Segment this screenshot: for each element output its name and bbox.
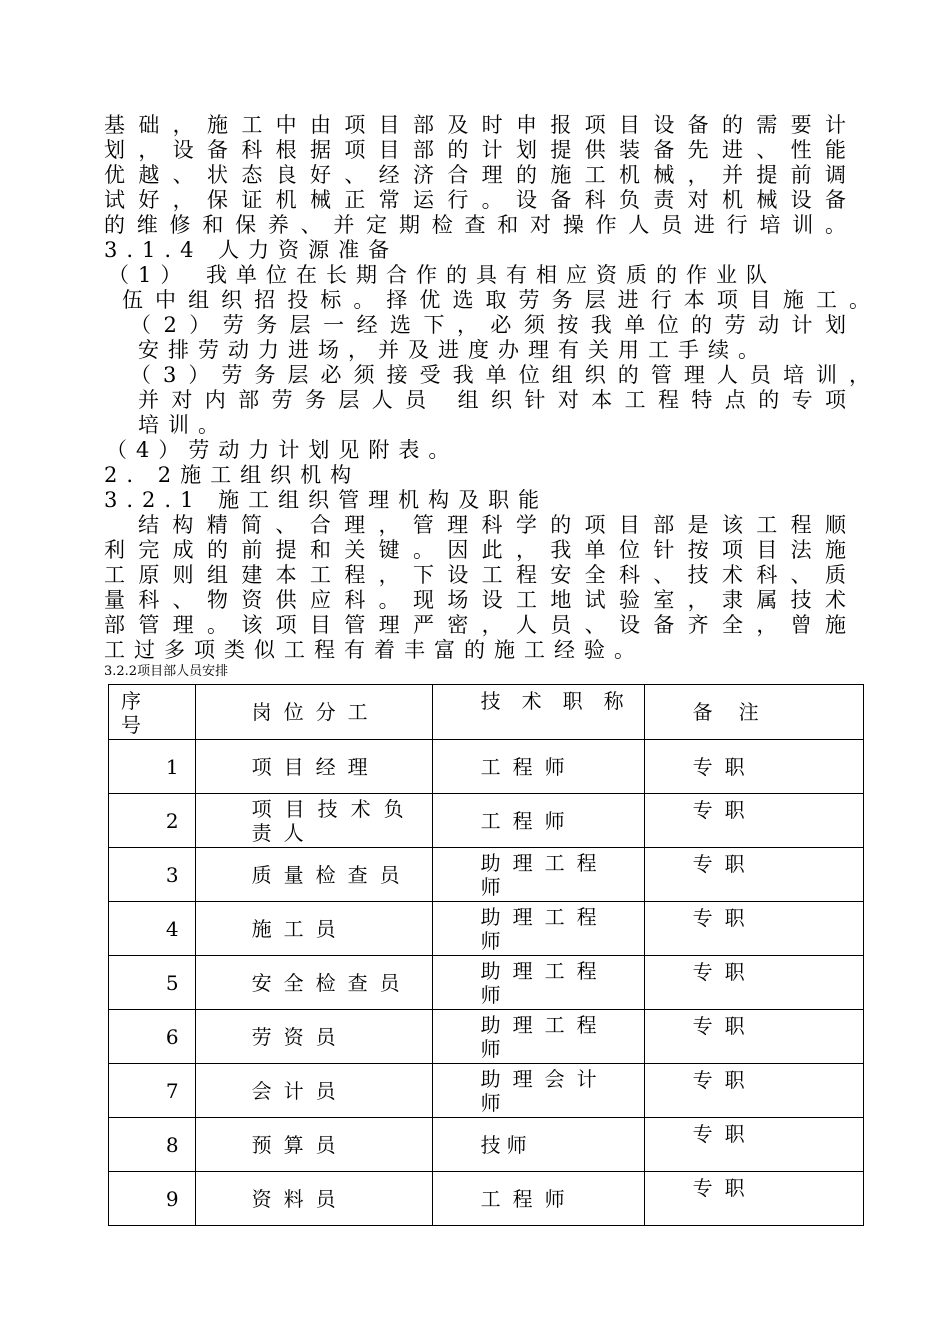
cell-post: 安全检查员 (195, 956, 432, 1010)
cell-note: 专职 (644, 1118, 863, 1172)
section-heading-2-2: 2. 2施工组织机构 (104, 463, 361, 487)
table-row (109, 1118, 864, 1172)
cell-title: 助理会计师 (432, 1064, 644, 1118)
text-line: 划，设备科根据项目部的计划提供装备先进、性能 (104, 138, 846, 162)
text-line: 工原则组建本工程，下设工程安全科、技术科、质 (104, 563, 846, 587)
list-item-2-line1: （2）劳务层一经选下，必须按我单位的劳动计划 (130, 313, 846, 337)
table-row (109, 1010, 864, 1064)
table-header-row (109, 685, 864, 740)
table-row (109, 956, 864, 1010)
header-no: 序号 (109, 685, 196, 740)
table-row (109, 794, 864, 848)
table-row (109, 1064, 864, 1118)
list-item-3-line1: （3）劳务层必须接受我单位组织的管理人员培训， (130, 363, 870, 387)
table-row (109, 740, 864, 794)
cell-no: 5 (109, 956, 196, 1010)
section-heading-3-2-1: 3.2.1 施工组织管理机构及职能 (104, 488, 549, 512)
text-line: 量科、物资供应科。现场设工地试验室，隶属技术 (104, 588, 846, 612)
header-post: 岗位分工 (195, 685, 432, 740)
cell-note: 专职 (644, 848, 863, 902)
cell-post: 质量检查员 (195, 848, 432, 902)
text-line: 结构精简、合理，管理科学的项目部是该工程顺 (138, 513, 846, 537)
cell-post: 项目技术负责人 (195, 794, 432, 848)
cell-title: 工程师 (432, 1172, 644, 1226)
cell-no: 1 (109, 740, 196, 794)
cell-no: 8 (109, 1118, 196, 1172)
cell-no: 4 (109, 902, 196, 956)
cell-title: 助理工程师 (432, 848, 644, 902)
table-row (109, 902, 864, 956)
cell-no: 3 (109, 848, 196, 902)
cell-note: 专职 (644, 1172, 863, 1226)
cell-title: 技师 (432, 1118, 644, 1172)
cell-post: 资料员 (195, 1172, 432, 1226)
cell-title: 助理工程师 (432, 956, 644, 1010)
cell-title: 助理工程师 (432, 902, 644, 956)
section-heading-3-2-2: 3.2.2项目部人员安排 (104, 664, 229, 679)
text-line: 部管理。该项目管理严密，人员、设备齐全，曾施 (104, 613, 846, 637)
cell-no: 9 (109, 1172, 196, 1226)
list-item-2-line2: 安排劳动力进场，并及进度办理有关用工手续。 (138, 338, 768, 362)
cell-note: 专职 (644, 740, 863, 794)
cell-note: 专职 (644, 902, 863, 956)
cell-title: 助理工程师 (432, 1010, 644, 1064)
cell-post: 预算员 (195, 1118, 432, 1172)
cell-post: 施工员 (195, 902, 432, 956)
table-row (109, 848, 864, 902)
text-line: 基础，施工中由项目部及时申报项目设备的需要计 (104, 113, 846, 137)
cell-no: 2 (109, 794, 196, 848)
cell-no: 7 (109, 1064, 196, 1118)
header-note: 备注 (644, 685, 863, 740)
list-item-1-line1: （1） 我单位在长期合作的具有相应资质的作业队 (108, 263, 777, 287)
list-item-3-line3: 培训。 (138, 413, 228, 437)
header-title: 技术职称 (432, 685, 644, 740)
list-item-4: （4）劳动力计划见附表。 (106, 438, 459, 462)
staff-table (108, 684, 864, 1226)
cell-note: 专职 (644, 956, 863, 1010)
cell-post: 会计员 (195, 1064, 432, 1118)
text-line: 优越、状态良好、经济合理的施工机械，并提前调 (104, 163, 846, 187)
cell-title: 工程师 (432, 740, 644, 794)
text-line: 利完成的前提和关键。因此，我单位针按项目法施 (104, 538, 846, 562)
list-item-3-line2: 并对内部劳务层人员 组织针对本工程特点的专项 (138, 388, 846, 412)
cell-note: 专职 (644, 1010, 863, 1064)
section-heading-3-1-4: 3.1.4 人力资源准备 (104, 238, 399, 262)
cell-note: 专职 (644, 1064, 863, 1118)
text-line: 工过多项类似工程有着丰富的施工经验。 (104, 638, 644, 662)
cell-post: 劳资员 (195, 1010, 432, 1064)
text-line: 试好，保证机械正常运行。设备科负责对机械设备 (104, 188, 846, 212)
cell-note: 专职 (644, 794, 863, 848)
cell-post: 项目经理 (195, 740, 432, 794)
text-line: 的维修和保养、并定期检查和对操作人员进行培训。 (104, 213, 846, 237)
cell-no: 6 (109, 1010, 196, 1064)
cell-title: 工程师 (432, 794, 644, 848)
list-item-1-line2: 伍中组织招投标。择优选取劳务层进行本项目施工。 (122, 288, 870, 312)
table-row (109, 1172, 864, 1226)
